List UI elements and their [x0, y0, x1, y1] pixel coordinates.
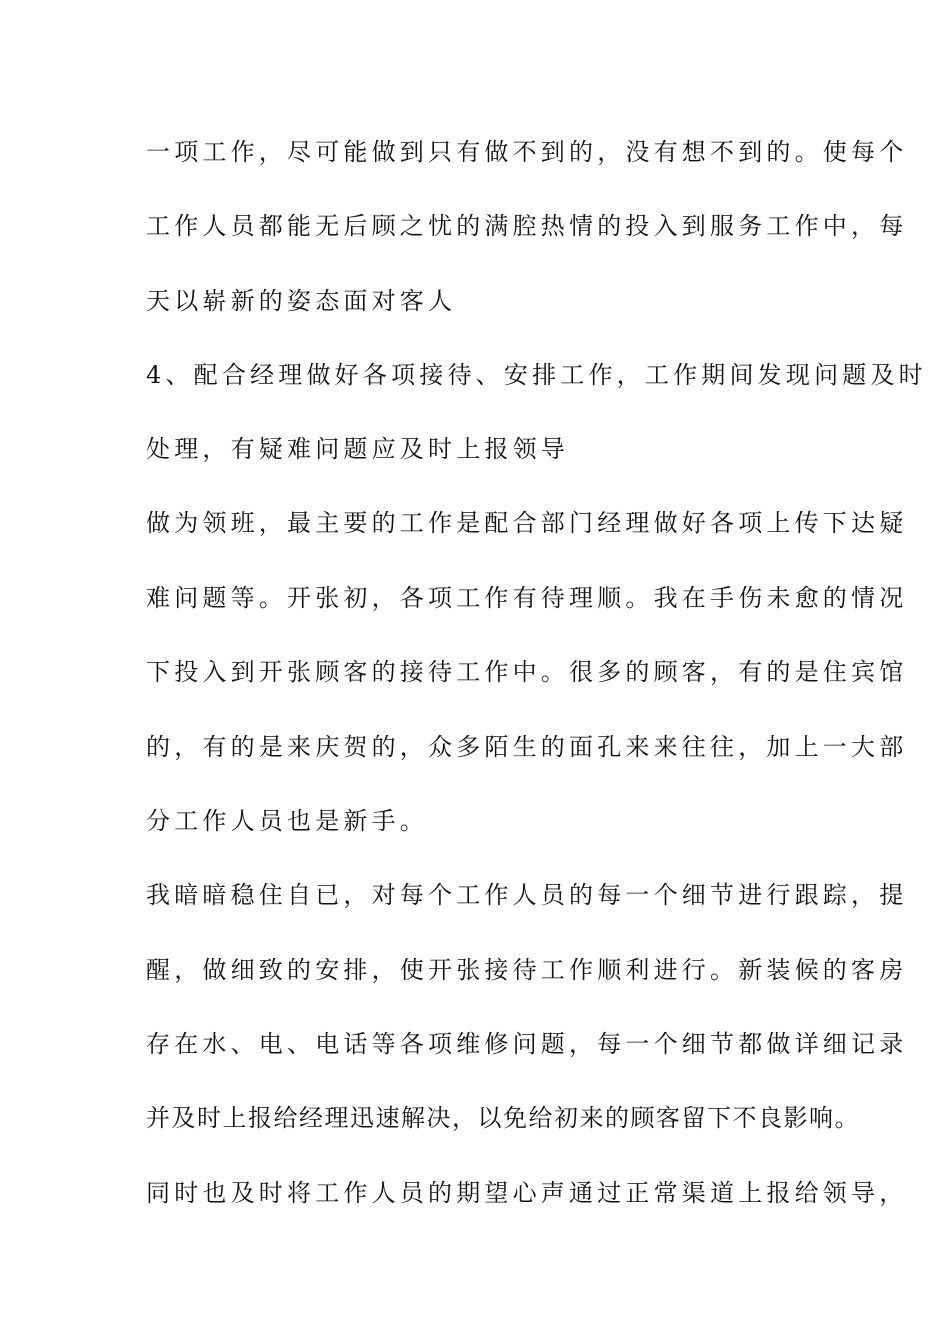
text-line: 处理，有疑难问题应及时上报领导 [146, 435, 569, 463]
text-line: 我暗暗稳住自已，对每个工作人员的每一个细节进行跟踪，提 [146, 881, 908, 909]
text-line: 做为领班，最主要的工作是配合部门经理做好各项上传下达疑 [146, 509, 908, 537]
text-line: 并及时上报给经理迅速解决，以免给初来的顾客留下不良影响。 [146, 1104, 860, 1132]
text-line: 分工作人员也是新手。 [146, 807, 428, 835]
text-line: 存在水、电、电话等各项维修问题，每一个细节都做详细记录 [146, 1030, 908, 1058]
text-line: 下投入到开张顾客的接待工作中。很多的顾客，有的是住宾馆 [146, 658, 908, 686]
text-line: 醒，做细致的安排，使开张接待工作顺利进行。新装候的客房 [146, 956, 908, 984]
text-line: 工作人员都能无后顾之忧的满腔热情的投入到服务工作中，每 [146, 212, 908, 240]
text-line: 天以崭新的姿态面对客人 [146, 287, 457, 315]
text-line: 同时也及时将工作人员的期望心声通过正常渠道上报给领导， [146, 1179, 908, 1207]
text-line: 难问题等。开张初，各项工作有待理顺。我在手伤未愈的情况 [146, 584, 908, 612]
text-line: 一项工作，尽可能做到只有做不到的，没有想不到的。使每个 [146, 138, 908, 166]
text-line: 4、配合经理做好各项接待、安排工作，工作期间发现问题及时 [146, 361, 927, 389]
text-line: 的，有的是来庆贺的，众多陌生的面孔来来往往，加上一大部 [146, 733, 908, 761]
